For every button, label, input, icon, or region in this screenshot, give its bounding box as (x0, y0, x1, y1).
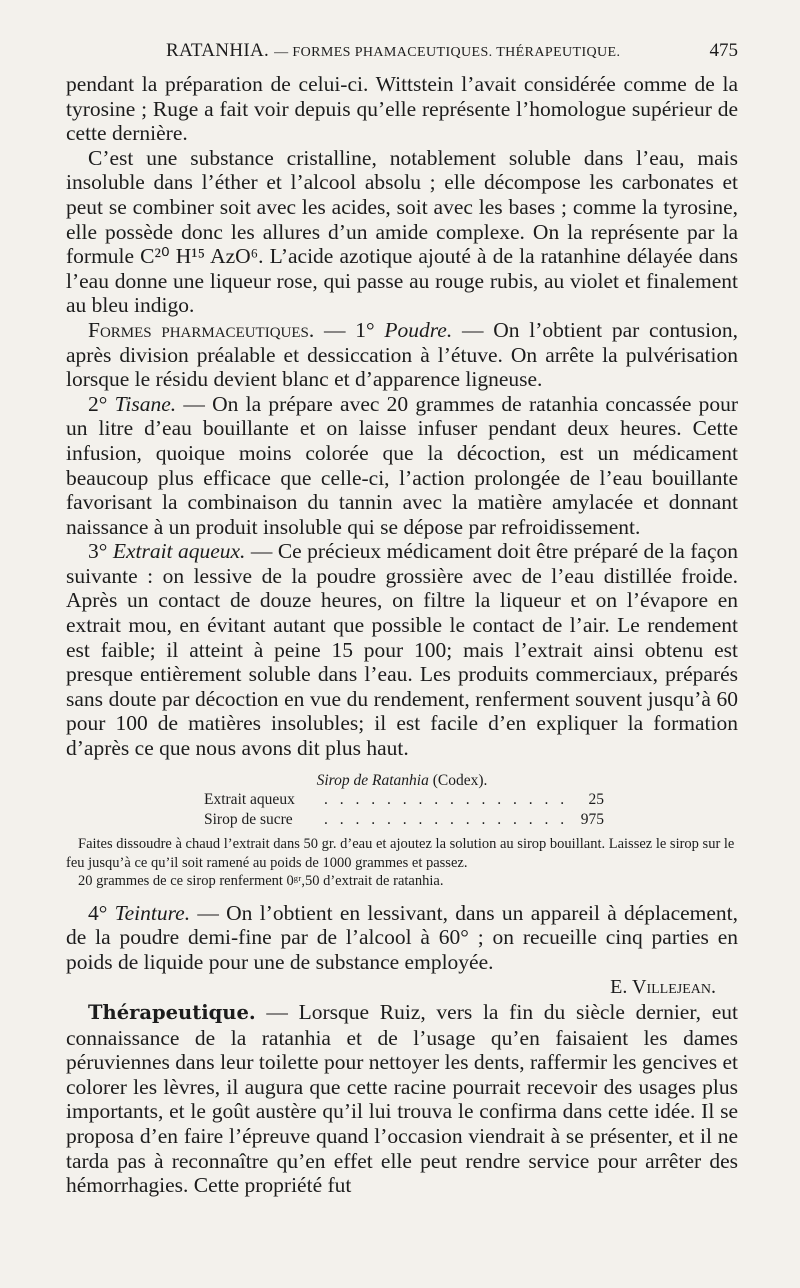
recipe-instructions (66, 835, 738, 891)
item-number: 2° (88, 391, 108, 416)
running-title (166, 40, 620, 62)
item-text: — On l’obtient par contusion, après division préalable et dessiccation à l’étuve. On arrête la pulvérisation lorsque le résidu devient blanc et d’apparence ligneuse. (66, 317, 739, 392)
recipe-ingredient: Sirop de sucre (204, 810, 293, 828)
paragraph-ratanhine: C’est une substance cristalline, notablement soluble dans l’eau, mais insoluble dans l’éther et l’alcool absolu ; elle décompose les carbonates et peut se combiner soit avec les acides, soit avec les bases ; comme la tyrosine, elle possède donc les allures d’un amide complexe. On la représente par la formule C²⁰ H¹⁵ AzO⁶. L’acide azotique ajouté à de la ratanhine délayée dans l’eau donne une liqueur rose, qui passe au rouge rubis, au violet et finalement au bleu indigo. (66, 145, 738, 318)
item-title: Extrait aqueux. (112, 539, 246, 564)
section-label-formes: Formes pharmaceutiques. (88, 317, 315, 342)
recipe-source: (Codex). (432, 771, 488, 789)
item-number: 4° (88, 900, 108, 925)
recipe-note: Faites dissoudre à chaud l’extrait dans 50 gr. d’eau et ajoutez la solution au sirop bouillant. Laissez le sirop sur le feu jusqu’à ce qu’il soit ramené au poids de 1000 grammes et passez. (66, 836, 735, 871)
recipe-leader-dots: . . . . . . . . . . . . . . . . (324, 810, 568, 828)
item-text: — On la prépare avec 20 grammes de ratanhia concassée pour un litre d’eau bouillante et on laisse infuser pendant deux heures. Cette infusion, quoique moins colorée que la décoction, est un médicament beaucoup plus efficace que celle-ci, l’action prolongée de l’eau bouillante favorisant la combinaison du tannin avec la matière amylacée et donnant naissance à un produit insoluble qui se dépose par refroidissement. (66, 391, 739, 539)
item-number: 3° (88, 539, 108, 564)
spacer (66, 891, 738, 901)
recipe-quantity: 25 (588, 791, 604, 809)
section-label-therapeutique: Thérapeutique. (88, 1001, 256, 1024)
item-title: Poudre. (384, 317, 453, 342)
recipe-title (66, 771, 738, 791)
page-body (66, 72, 738, 1198)
recipe-block (66, 771, 738, 891)
recipe-leader-dots: . . . . . . . . . . . . . . . . (324, 791, 568, 809)
running-title-rest: — FORMES PHAMACEUTIQUES. THÉRAPEUTIQUE. (274, 45, 621, 60)
item-number: — 1° (324, 317, 375, 342)
recipe-name: Sirop de Ratanhia (316, 771, 429, 789)
paragraph-therapeutique (66, 1000, 738, 1198)
page-number: 475 (709, 40, 738, 61)
item-title: Tisane. (114, 391, 177, 416)
recipe-note: 20 grammes de ce sirop renferment 0ᵍʳ,50 d’extrait de ratanhia. (78, 873, 444, 890)
item-text: — Ce précieux médicament doit être préparé de la façon suivante : on lessive de la poudre grossière avec de l’eau distillée froide. Après un contact de douze heures, on filtre la liqueur et on l’évapore en extrait mou, en évitant autant que possible le contact de l’air. Le rendement est faible; il atteint à peine 15 pour 100; mais l’extrait ainsi obtenu est presque entièrement soluble dans l’eau. Les produits commerciaux, préparés sans doute par décoction en vue du rendement, renferment souvent jusqu’à 60 pour 100 de matières insolubles; il est facile d’en expliquer la formation d’après ce que nous avons dit plus haut. (66, 539, 739, 761)
item-title: Teinture. (114, 900, 191, 925)
paragraph-tisane (66, 392, 738, 540)
recipe-quantity: 975 (580, 810, 604, 828)
running-header (66, 38, 738, 66)
recipe-ingredient: Extrait aqueux (204, 791, 295, 809)
recipe-line (204, 790, 604, 810)
section-text: — Lorsque Ruiz, vers la fin du siècle dernier, eut connaissance de la ratanhia et de l’usage qu’en faisaient les dames péruviennes dans leur toilette pour nettoyer les dents, raffermir les gencives et colorer les lèvres, il augura que cette racine pourrait recevoir des usages plus importants, et le goût austère qu’il lui trouva le confirma dans cette idée. Il se proposa d’en faire l’épreuve quand l’occasion viendrait à se présenter, et il ne tarda pas à reconnaître qu’en effet elle peut rendre service pour arrêter des hémorrhagies. Cette propriété fut (66, 1000, 738, 1198)
paragraph-continuation: pendant la préparation de celui-ci. Wittstein l’avait considérée comme de la tyrosine ; Ruge a fait voir depuis qu’elle représente l’homologue supérieur de cette dernière. (66, 72, 738, 146)
paragraph-poudre (66, 318, 738, 392)
author-name: E. Villejean. (610, 976, 716, 999)
paragraph-extrait (66, 539, 738, 760)
author-signature (66, 974, 738, 1000)
item-text: — On l’obtient en lessivant, dans un appareil à déplacement, de la poudre demi-fine par de l’alcool à 60° ; on recueille cinq parties en poids de liquide pour une de substance employée. (66, 900, 739, 974)
running-title-main: RATANHIA. (166, 40, 270, 61)
recipe-line (204, 810, 604, 830)
paragraph-teinture (66, 901, 738, 975)
